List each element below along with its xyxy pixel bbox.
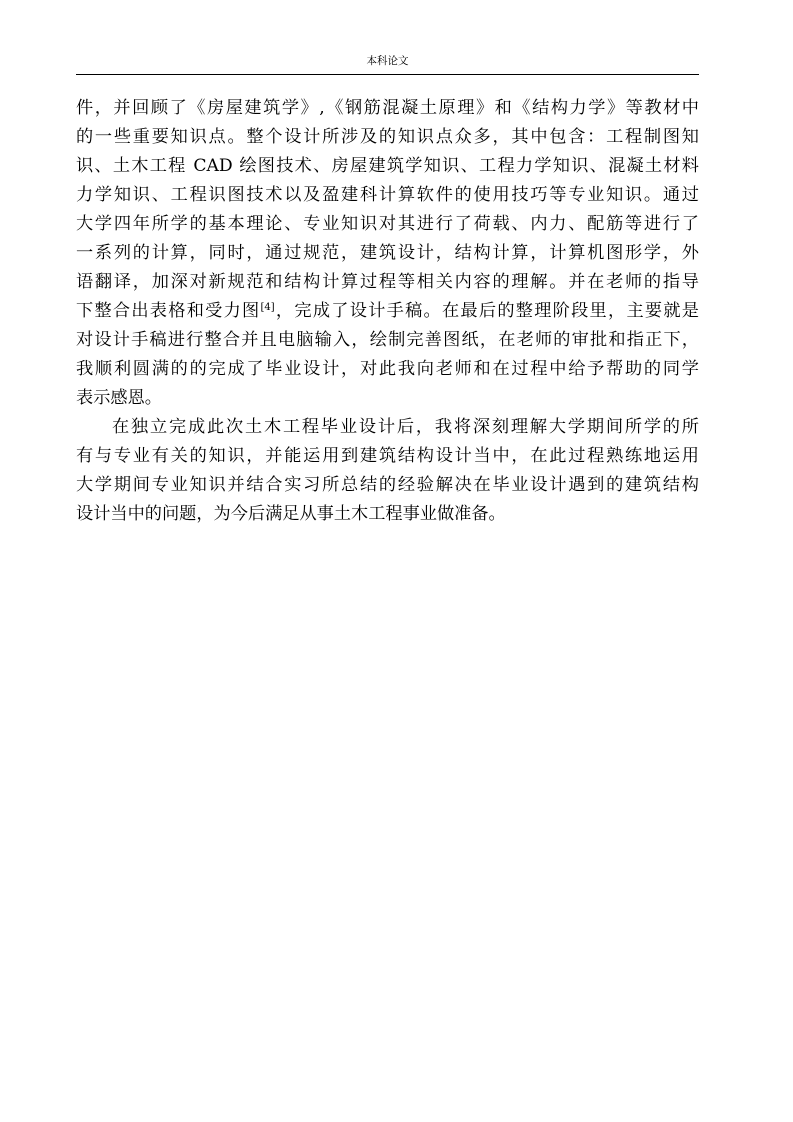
text-line: 表示感恩。 <box>76 388 162 408</box>
text-line: 我顺利圆满的的完成了毕业设计，对此我向老师和在过程中给予帮助的同学 <box>76 359 699 379</box>
text-line: 一系列的计算，同时，通过规范，建筑设计，结构计算，计算机图形学，外 <box>76 243 699 263</box>
text-line: 识、土木工程 CAD 绘图技术、房屋建筑学知识、工程力学知识、混凝土材料 <box>76 156 699 176</box>
text-line: 大学四年所学的基本理论、专业知识对其进行了荷载、内力、配筋等进行了 <box>76 214 699 234</box>
text-line: 大学期间专业知识并结合实习所总结的经验解决在毕业设计遇到的建筑结构 <box>76 475 699 495</box>
page-header <box>76 54 699 75</box>
header-title: 本科论文 <box>366 55 409 67</box>
citation-reference: [4] <box>260 302 275 313</box>
text-line: 有与专业有关的知识，并能运用到建筑结构设计当中，在此过程熟练地运用 <box>76 446 699 466</box>
text-line: 语翻译，加深对新规范和结构计算过程等相关内容的理解。并在老师的指导 <box>76 272 699 292</box>
paragraph-2 <box>76 413 699 529</box>
text-line: 在独立完成此次土木工程毕业设计后，我将深刻理解大学期间所学的所 <box>112 417 699 437</box>
text-line-with-citation <box>76 297 699 326</box>
paragraph-1 <box>76 94 699 413</box>
text-line: 力学知识、工程识图技术以及盈建科计算软件的使用技巧等专业知识。通过 <box>76 185 699 205</box>
text-segment: ，完成了设计手稿。在最后的整理阶段里，主要就是 <box>274 301 699 321</box>
document-body <box>76 94 699 529</box>
text-segment: 下整合出表格和受力图 <box>76 301 261 321</box>
text-line: 对设计手稿进行整合并且电脑输入，绘制完善图纸，在老师的审批和指正下， <box>76 330 699 350</box>
text-line: 件，并回顾了《房屋建筑学》,《钢筋混凝土原理》和《结构力学》等教材中 <box>76 98 699 118</box>
text-line: 设计当中的问题，为今后满足从事土木工程事业做准备。 <box>76 504 506 524</box>
text-line: 的一些重要知识点。整个设计所涉及的知识点众多，其中包含：工程制图知 <box>76 127 699 147</box>
